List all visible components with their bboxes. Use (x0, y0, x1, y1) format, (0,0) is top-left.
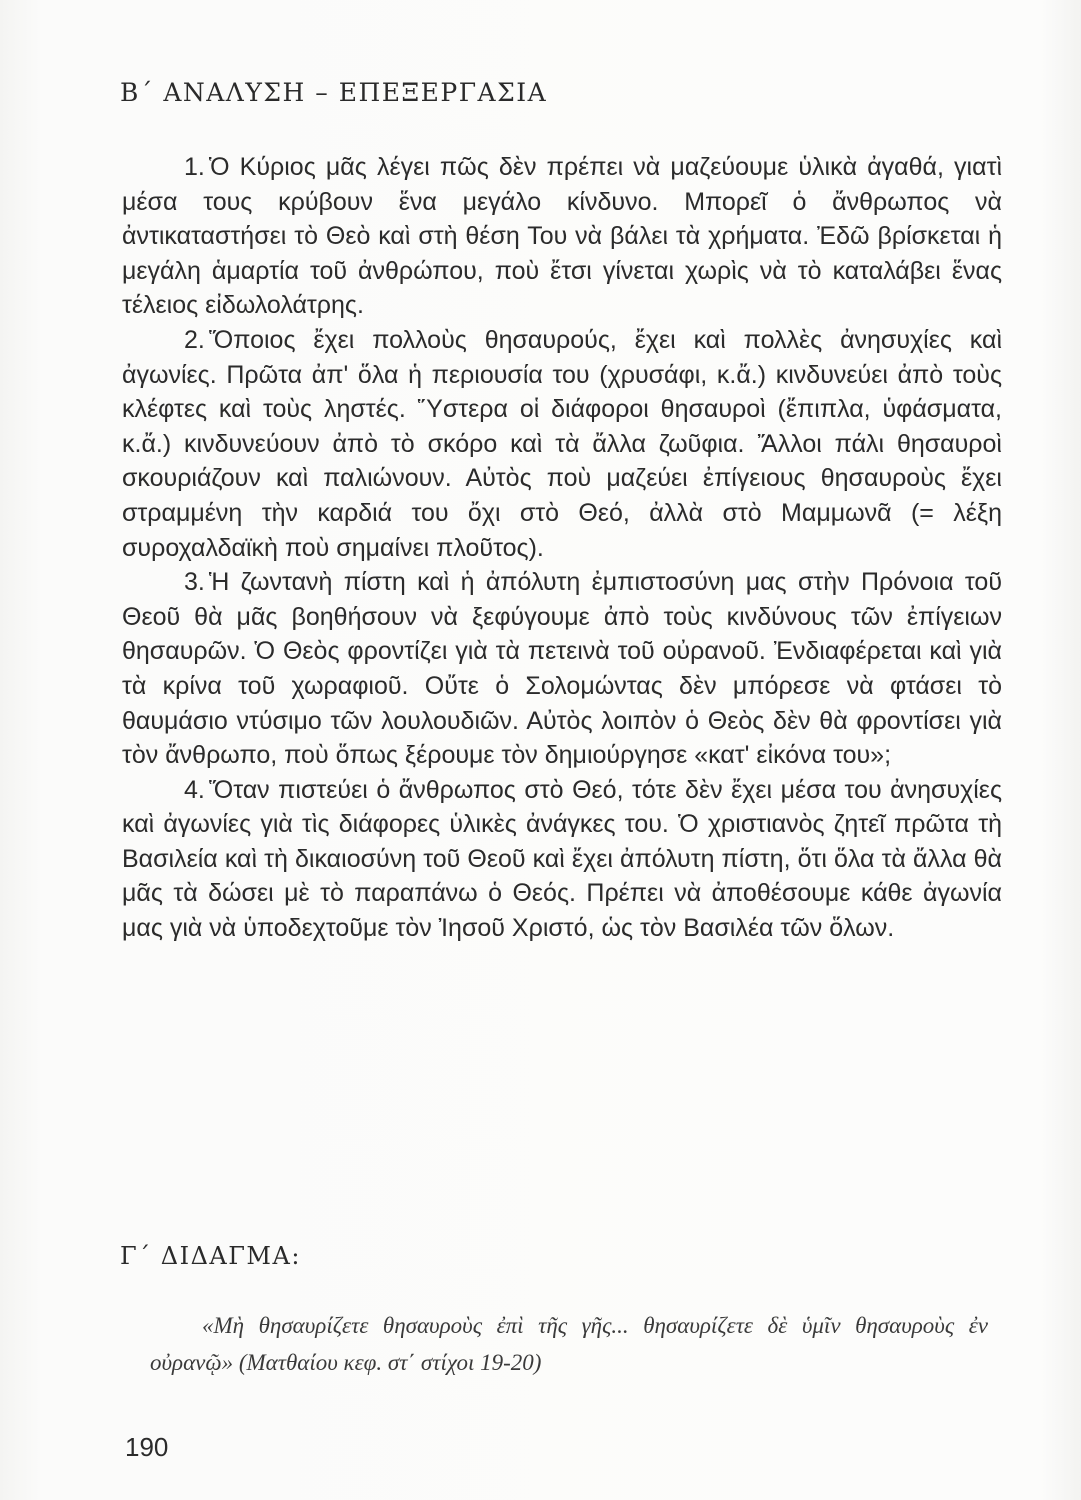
analysis-body (122, 150, 1002, 946)
teaching-quote (150, 1307, 988, 1381)
paragraph-2 (122, 323, 1002, 565)
paragraph-text: Ὁ Κύριος μᾶς λέγει πῶς δὲν πρέπει νὰ μαζεύουμε ὑλικὰ ἀγαθά, γιατὶ μέσα τους κρύβουν ἕνα μεγάλο κίνδυνο. Μπορεῖ ὁ ἄνθρωπος νὰ ἀντικαταστήσει τὸ Θεὸ καὶ στὴ θέση Του νὰ βάλει τὰ χρήματα. Ἐδῶ βρίσκεται ἡ μεγάλη ἁμαρτία τοῦ ἀνθρώπου, ποὺ ἔτσι γίνεται χωρὶς νὰ τὸ καταλάβει ἕνας τέλειος εἰδωλολάτρης. (122, 153, 1002, 320)
paragraph-3 (122, 565, 1002, 773)
paragraph-text: Ὅταν πιστεύει ὁ ἄνθρωπος στὸ Θεό, τότε δὲν ἔχει μέσα του ἀνησυχίες καὶ ἀγωνίες γιὰ τὶς διάφορες ὑλικὲς ἀνάγκες του. Ὁ χριστιανὸς ζητεῖ πρῶτα τὴ Βασιλεία καὶ τὴ δικαιοσύνη τοῦ Θεοῦ καὶ ἔχει ἀπόλυτη πίστη, ὅτι ὅλα τὰ ἄλλα θὰ μᾶς τὰ δώσει μὲ τὸ παραπάνω ὁ Θεός. Πρέπει νὰ ἀποθέσουμε κάθε ἀγωνία μας γιὰ νὰ ὑποδεχτοῦμε τὸν Ἰησοῦ Χριστό, ὡς τὸν Βασιλέα τῶν ὅλων. (122, 775, 1002, 943)
quote-text: «Μὴ θησαυρίζετε θησαυροὺς ἐπὶ τῆς γῆς... θησαυρίζετε δὲ ὑμῖν θησαυροὺς ἐν οὐρανῷ» (Ματθαίου κεφ. στ΄ στίχοι 19-20) (150, 1313, 988, 1375)
page-number: 190 (125, 1432, 169, 1462)
paragraph-number: 3. (184, 568, 205, 597)
paragraph-number: 1. (184, 153, 205, 181)
paragraph-number: 2. (184, 325, 205, 354)
paragraph-4 (122, 773, 1002, 946)
paragraph-1 (122, 150, 1002, 323)
section-c-title: Γ΄ ΔΙΔΑΓΜΑ: (120, 1242, 301, 1270)
paragraph-number: 4. (184, 775, 205, 804)
paragraph-text: Ὅποιος ἔχει πολλοὺς θησαυρούς, ἔχει καὶ πολλὲς ἀνησυχίες καὶ ἀγωνίες. Πρῶτα ἀπ' ὅλα ἡ περιουσία του (χρυσάφι, κ.ἄ.) κινδυνεύει ἀπὸ τοὺς κλέφτες καὶ τοὺς ληστές. Ὕστερα οἱ διάφοροι θησαυροὶ (ἔπιπλα, ὑφάσματα, κ.ἄ.) κινδυνεύουν ἀπὸ τὸ σκόρο καὶ τὰ ἄλλα ζωῦφια. Ἄλλοι πάλι θησαυροὶ σκουριάζουν καὶ παλιώνουν. Αὐτὸς ποὺ μαζεύει ἐπίγειους θησαυροὺς ἔχει στραμμένη τὴν καρδιά του ὄχι στὸ Θεό, ἀλλὰ στὸ Μαμμωνᾶ (= λέξη συροχαλδαϊκὴ ποὺ σημαίνει πλοῦτος). (122, 325, 1002, 562)
paragraph-text: Ἡ ζωντανὴ πίστη καὶ ἡ ἀπόλυτη ἐμπιστοσύνη μας στὴν Πρόνοια τοῦ Θεοῦ θὰ μᾶς βοηθήσουν νὰ ξεφύγουμε ἀπὸ τοὺς κινδύνους τῶν ἐπίγειων θησαυρῶν. Ὁ Θεὸς φροντίζει γιὰ τὰ πετεινὰ τοῦ οὐρανοῦ. Ἐνδιαφέρεται καὶ γιὰ τὰ κρίνα τοῦ χωραφιοῦ. Οὔτε ὁ Σολομώντας δὲν μπόρεσε νὰ φτάσει τὸ θαυμάσιο ντύσιμο τῶν λουλουδιῶν. Αὐτὸς λοιπὸν ὁ Θεὸς δὲν θὰ φροντίσει γιὰ τὸν ἄνθρωπο, ποὺ ὅπως ξέρουμε τὸν δημιούργησε «κατ' εἰκόνα του»; (122, 568, 1002, 770)
section-b-title: Β΄ ΑΝΑΛΥΣΗ – ΕΠΕΞΕΡΓΑΣΙΑ (120, 78, 548, 107)
